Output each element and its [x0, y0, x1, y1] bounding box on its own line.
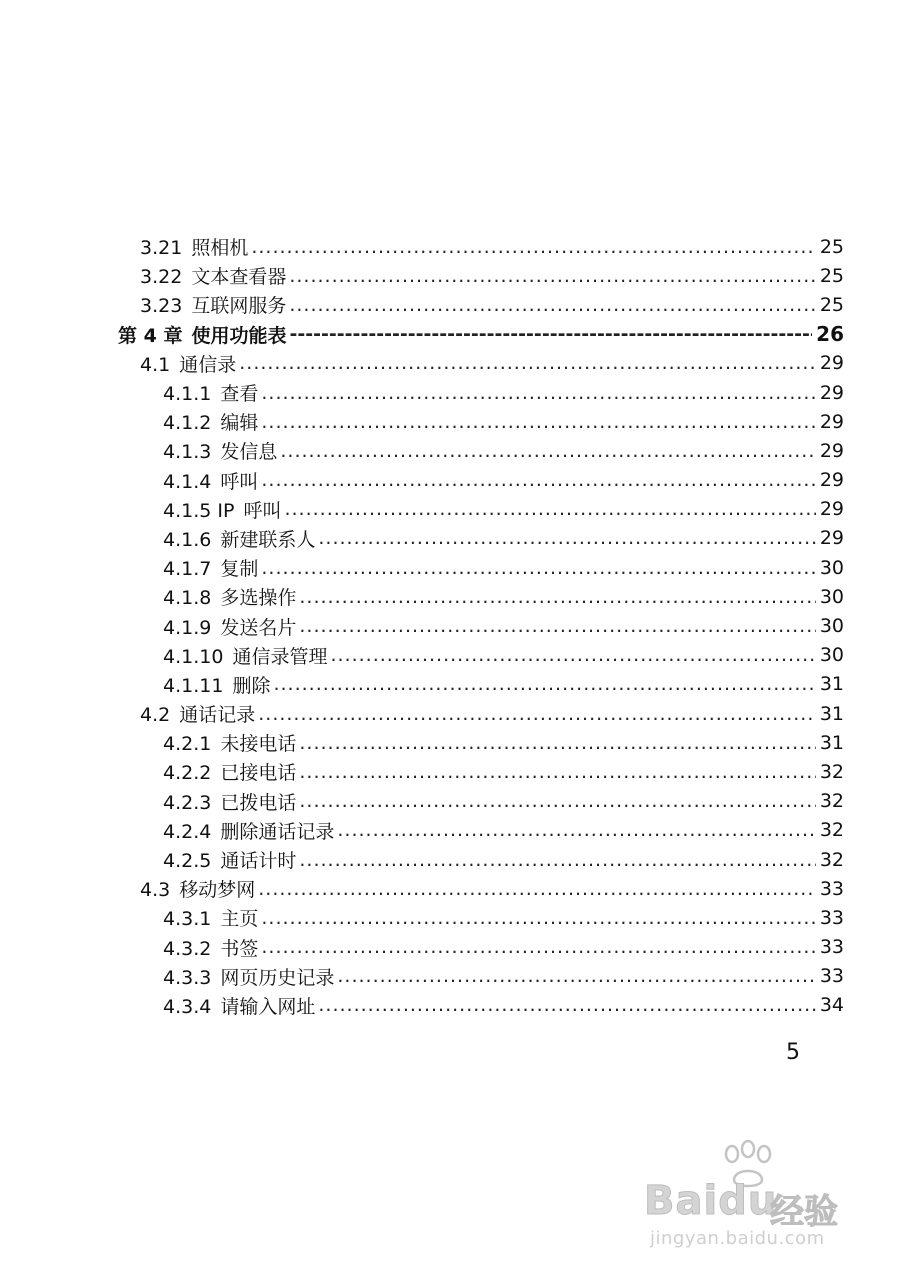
- toc-dot-leader: [261, 557, 815, 579]
- toc-entry-number: 4.1.1: [163, 383, 212, 406]
- toc-entry-label: [163, 963, 334, 990]
- toc-row: [0, 728, 904, 757]
- toc-entry-label: [163, 583, 296, 610]
- toc-entry-number: 4.1.11: [163, 674, 224, 697]
- toc-entry-label: [163, 525, 315, 552]
- toc-row: [0, 466, 904, 495]
- toc-entry-label: [140, 350, 236, 377]
- toc-dot-leader: [273, 673, 815, 695]
- toc-dot-leader: [239, 352, 816, 374]
- toc-dot-leader: [318, 527, 815, 549]
- toc-page-number: 25: [819, 235, 844, 258]
- toc-entry-label: [163, 554, 258, 581]
- toc-entry-title: 发信息: [220, 441, 278, 464]
- toc-dot-leader: [289, 265, 815, 287]
- toc-row: [0, 378, 904, 407]
- toc-entry-number: 4.1.8: [163, 587, 212, 610]
- toc-entry-title: 删除: [232, 674, 271, 697]
- toc-chapter-row: [0, 320, 904, 349]
- toc-entry-number: 3.21: [140, 237, 183, 260]
- toc-entry-number: 4.3.4: [163, 995, 212, 1018]
- toc-row: [0, 232, 904, 261]
- toc-page-number: 31: [819, 673, 844, 696]
- toc-entry-label: [163, 496, 281, 523]
- toc-dot-leader: [261, 936, 815, 958]
- toc-dot-leader: [299, 849, 815, 871]
- toc-row: [0, 816, 904, 845]
- toc-entry-title: 通话记录: [179, 704, 256, 727]
- toc-row: [0, 845, 904, 874]
- toc-page-number: 31: [819, 731, 844, 754]
- toc-row: [0, 407, 904, 436]
- toc-dot-leader: [258, 878, 816, 900]
- toc-row: [0, 670, 904, 699]
- toc-entry-number: 4.2.4: [163, 820, 212, 843]
- toc-row: [0, 991, 904, 1020]
- toc-entry-number: 4.2.3: [163, 791, 212, 814]
- toc-entry-number: 4.2.2: [163, 762, 212, 785]
- toc-entry-number: 4.1.9: [163, 616, 212, 639]
- table-of-contents: [0, 232, 904, 1020]
- toc-entry-number: 4.1.7: [163, 558, 212, 581]
- toc-entry-title: 未接电话: [220, 733, 297, 756]
- toc-page-number: 29: [819, 527, 844, 550]
- toc-page-number: 33: [819, 965, 844, 988]
- toc-entry-number: 4.3.2: [163, 937, 212, 960]
- toc-page-number: 33: [819, 877, 844, 900]
- toc-dot-leader: [289, 294, 815, 316]
- toc-entry-label: [163, 846, 296, 873]
- toc-entry-title: 新建联系人: [220, 528, 316, 551]
- toc-row: [0, 699, 904, 728]
- toc-entry-label: [163, 992, 315, 1019]
- toc-dot-leader: [299, 586, 815, 608]
- toc-page-number: 30: [819, 556, 844, 579]
- toc-entry-title: 网页历史记录: [220, 966, 335, 989]
- toc-page-number: 34: [819, 994, 844, 1017]
- toc-entry-title: 已接电话: [220, 762, 297, 785]
- toc-dot-leader: [299, 615, 815, 637]
- toc-entry-title: 通信录: [179, 353, 237, 376]
- toc-row: [0, 553, 904, 582]
- toc-row: [0, 582, 904, 611]
- toc-page-number: 29: [819, 439, 844, 462]
- toc-dot-leader: [258, 703, 816, 725]
- toc-entry-number: 3.23: [140, 295, 183, 318]
- toc-dot-leader: [251, 236, 815, 258]
- page-number: 5: [786, 1040, 800, 1065]
- toc-row: [0, 874, 904, 903]
- toc-entry-label: [163, 379, 258, 406]
- toc-entry-number: 4.2: [140, 704, 171, 727]
- toc-page-number: 32: [819, 790, 844, 813]
- toc-page-number: 29: [819, 410, 844, 433]
- toc-page-number: 32: [819, 848, 844, 871]
- toc-entry-number: 4.1.5 IP: [163, 499, 235, 522]
- toc-entry-label: [163, 788, 296, 815]
- toc-entry-label: [163, 758, 296, 785]
- toc-row: [0, 611, 904, 640]
- toc-entry-label: [163, 817, 334, 844]
- toc-dot-leader: [261, 382, 815, 404]
- baidu-jingyan-watermark: [640, 1140, 870, 1250]
- toc-page-number: 29: [819, 381, 844, 404]
- toc-entry-label: [140, 233, 248, 260]
- toc-entry-number: 4.1.3: [163, 441, 212, 464]
- toc-entry-title: 多选操作: [220, 587, 297, 610]
- toc-entry-label: [163, 934, 258, 961]
- watermark-brand-cn: 经验: [770, 1192, 838, 1232]
- toc-entry-title: 通话计时: [220, 850, 297, 873]
- toc-page-number: 30: [819, 585, 844, 608]
- toc-entry-label: [140, 875, 255, 902]
- toc-entry-title: 查看: [220, 383, 259, 406]
- toc-page-number: 32: [819, 819, 844, 842]
- toc-entry-number: 4.3.3: [163, 966, 212, 989]
- toc-dot-leader: [284, 498, 815, 520]
- toc-entry-number: 4.1.6: [163, 528, 212, 551]
- toc-entry-label: [163, 729, 296, 756]
- toc-page-number: 33: [819, 936, 844, 959]
- toc-entry-number: 4.1: [140, 353, 171, 376]
- toc-page-number: 33: [819, 906, 844, 929]
- toc-entry-label: [118, 321, 286, 348]
- toc-page-number: 29: [819, 352, 844, 375]
- toc-entry-number: 第 4 章: [118, 324, 183, 347]
- toc-page-number: 25: [819, 293, 844, 316]
- toc-page-number: 30: [819, 644, 844, 667]
- toc-entry-number: 4.2.1: [163, 733, 212, 756]
- toc-entry-number: 4.1.4: [163, 470, 212, 493]
- toc-entry-label: [140, 291, 286, 318]
- toc-entry-number: 4.1.10: [163, 645, 224, 668]
- toc-dot-leader: [337, 819, 815, 841]
- toc-row: [0, 787, 904, 816]
- toc-entry-title: 通信录管理: [232, 645, 328, 668]
- toc-page-number: 32: [819, 760, 844, 783]
- toc-page-number: 31: [819, 702, 844, 725]
- toc-entry-title: 移动梦网: [179, 879, 256, 902]
- toc-entry-title: 已拨电话: [220, 791, 297, 814]
- toc-entry-number: 4.1.2: [163, 412, 212, 435]
- toc-entry-title: 请输入网址: [220, 995, 316, 1018]
- toc-entry-title: 删除通话记录: [220, 820, 335, 843]
- toc-entry-label: [163, 613, 296, 640]
- toc-entry-title: 文本查看器: [191, 266, 287, 289]
- toc-dot-leader: [299, 761, 815, 783]
- toc-dot-leader: [299, 790, 815, 812]
- toc-row: [0, 903, 904, 932]
- toc-dot-leader: [261, 469, 815, 491]
- toc-entry-title: 书签: [220, 937, 259, 960]
- toc-page-number: 29: [819, 498, 844, 521]
- toc-dot-leader: [280, 440, 815, 462]
- toc-row: [0, 436, 904, 465]
- toc-entry-label: [163, 671, 270, 698]
- toc-dot-leader: [299, 732, 815, 754]
- toc-entry-title: 主页: [220, 908, 259, 931]
- toc-entry-number: 4.2.5: [163, 850, 212, 873]
- toc-entry-title: 照相机: [191, 237, 249, 260]
- toc-row: [0, 933, 904, 962]
- toc-page-number: 26: [816, 322, 844, 347]
- toc-entry-label: [163, 904, 258, 931]
- toc-row: [0, 524, 904, 553]
- toc-page-number: 30: [819, 615, 844, 638]
- toc-dot-leader: [261, 411, 815, 433]
- toc-dot-leader: [289, 323, 812, 345]
- toc-entry-title: 编辑: [220, 412, 259, 435]
- toc-entry-label: [163, 408, 258, 435]
- toc-entry-label: [163, 467, 258, 494]
- toc-entry-label: [140, 262, 286, 289]
- toc-dot-leader: [337, 965, 815, 987]
- toc-row: [0, 290, 904, 319]
- toc-page-number: 25: [819, 264, 844, 287]
- toc-row: [0, 757, 904, 786]
- toc-entry-label: [163, 642, 327, 669]
- toc-page-number: 29: [819, 469, 844, 492]
- toc-entry-title: 互联网服务: [191, 295, 287, 318]
- watermark-url: jingyan.baidu.com: [650, 1228, 825, 1249]
- toc-entry-title: 发送名片: [220, 616, 297, 639]
- watermark-brand: Baidu: [644, 1178, 778, 1224]
- toc-entry-title: 使用功能表: [191, 324, 287, 347]
- toc-entry-number: 4.3: [140, 879, 171, 902]
- toc-row: [0, 495, 904, 524]
- toc-entry-title: 呼叫: [243, 499, 282, 522]
- toc-dot-leader: [330, 644, 815, 666]
- toc-entry-number: 4.3.1: [163, 908, 212, 931]
- toc-dot-leader: [318, 994, 815, 1016]
- toc-row: [0, 641, 904, 670]
- toc-entry-number: 3.22: [140, 266, 183, 289]
- toc-entry-label: [163, 437, 277, 464]
- toc-entry-title: 呼叫: [220, 470, 259, 493]
- toc-row: [0, 261, 904, 290]
- toc-dot-leader: [261, 907, 815, 929]
- toc-row: [0, 349, 904, 378]
- toc-entry-label: [140, 700, 255, 727]
- toc-entry-title: 复制: [220, 558, 259, 581]
- toc-row: [0, 962, 904, 991]
